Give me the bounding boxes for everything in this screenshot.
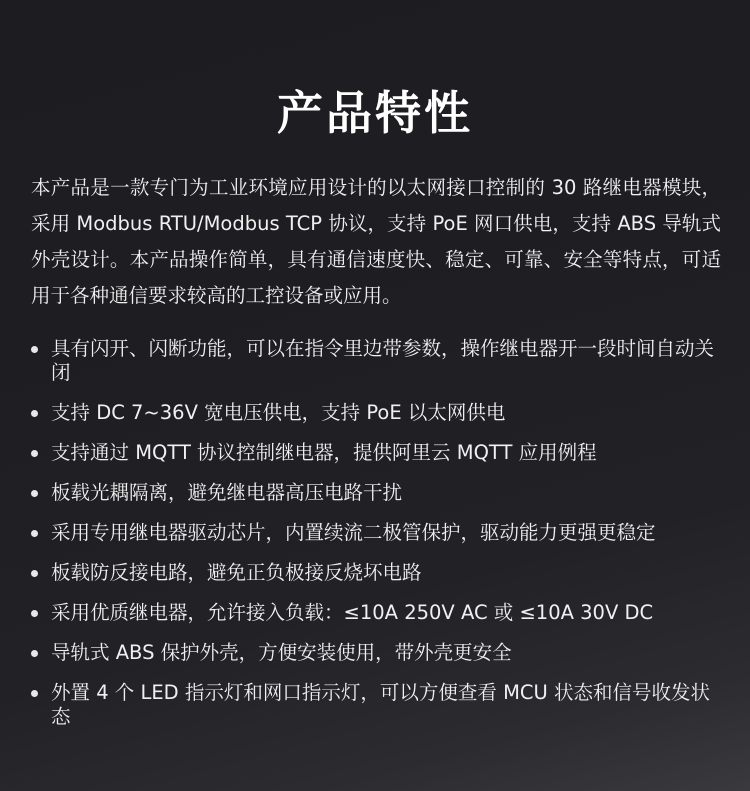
bullet-dot-icon (31, 650, 38, 657)
feature-text: 板载防反接电路，避免正负极接反烧坏电路 (51, 561, 422, 584)
bullet-dot-icon (31, 690, 38, 697)
feature-text: 支持通过 MQTT 协议控制继电器，提供阿里云 MQTT 应用例程 (51, 441, 597, 464)
feature-item (31, 481, 721, 505)
feature-item (31, 441, 721, 465)
bullet-dot-icon (31, 610, 38, 617)
feature-item (31, 561, 721, 585)
feature-text: 外置 4 个 LED 指示灯和网口指示灯，可以方便查看 MCU 状态和信号收发状态 (51, 681, 711, 728)
feature-text: 采用优质继电器，允许接入负载：≤10A 250V AC 或 ≤10A 30V DC (51, 601, 654, 624)
feature-item (31, 521, 721, 545)
bullet-dot-icon (31, 490, 38, 497)
feature-text: 支持 DC 7~36V 宽电压供电，支持 PoE 以太网供电 (51, 401, 506, 424)
page-title: 产品特性 (277, 85, 473, 140)
intro-paragraph: 本产品是一款专门为工业环境应用设计的以太网接口控制的 30 路继电器模块，采用 Modbus RTU/Modbus TCP 协议，支持 PoE 网口供电，支持 ABS 导轨式外壳设计。本产品操作简单，具有通信速度快、稳定、可靠、安全等特点，可适用于各种通信要求较高的工控设备或应用。 (31, 175, 721, 307)
feature-text: 板载光耦隔离，避免继电器高压电路干扰 (51, 481, 403, 504)
bullet-dot-icon (31, 450, 38, 457)
bullet-dot-icon (31, 410, 38, 417)
bullet-dot-icon (31, 530, 38, 537)
feature-item (31, 601, 721, 625)
feature-list (31, 337, 721, 745)
bullet-dot-icon (31, 570, 38, 577)
bullet-dot-icon (31, 346, 38, 353)
feature-text: 导轨式 ABS 保护外壳，方便安装使用，带外壳更安全 (51, 641, 512, 664)
feature-item (31, 401, 721, 425)
feature-text: 具有闪开、闪断功能，可以在指令里边带参数，操作继电器开一段时间自动关闭 (51, 337, 715, 384)
feature-text: 采用专用继电器驱动芯片，内置续流二极管保护，驱动能力更强更稳定 (51, 521, 656, 544)
feature-item (31, 337, 721, 385)
feature-item (31, 681, 721, 729)
feature-item (31, 641, 721, 665)
